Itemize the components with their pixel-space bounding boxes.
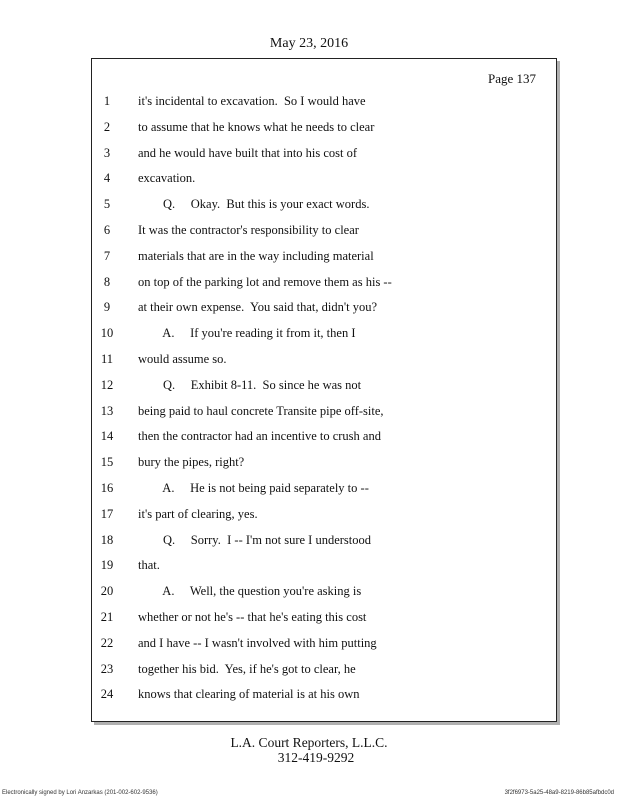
line-number: 23 [100,661,114,676]
transcript-line [92,300,556,320]
line-text: it's incidental to excavation. So I would have [138,94,366,108]
line-number: 2 [103,119,111,134]
line-text: A. If you're reading it from it, then I [138,326,356,341]
line-number: 19 [100,558,114,573]
transcript-line [92,120,556,140]
line-text: whether or not he's -- that he's eating this cost [138,610,367,624]
line-text: A. He is not being paid separately to -- [138,481,369,495]
transcript-line [92,687,556,707]
line-number: 22 [100,635,114,650]
transcript-line [92,352,556,372]
transcript-line [92,662,556,682]
transcript-line [92,146,556,166]
line-text: A. Well, the question you're asking is [138,584,362,599]
reporter-phone: 312-419-9292 [277,750,355,765]
line-number: 16 [100,481,114,495]
line-text: together his bid. Yes, if he's got to clear, he [138,661,356,676]
line-number: 18 [100,532,114,547]
line-text: then the contractor had an incentive to crush and [138,429,381,444]
transcript-line [92,636,556,656]
line-number: 8 [103,274,111,289]
transcript-line [92,584,556,604]
line-number: 12 [100,377,114,392]
transcript-line [92,249,556,269]
line-number: 24 [100,687,114,702]
line-number: 14 [100,429,114,444]
transcript-line [92,507,556,527]
line-number: 17 [100,506,114,521]
line-text: materials that are in the way including material [138,248,374,263]
transcript-date: May 23, 2016 [269,36,349,51]
transcript-line [92,223,556,243]
line-text: on top of the parking lot and remove them as his -- [138,274,392,289]
line-text: would assume so. [138,352,227,366]
page-number: Page 137 [487,71,536,86]
line-number: 15 [100,455,114,470]
reporter-company: L.A. Court Reporters, L.L.C. [230,735,388,750]
document-hash: 3f2f6973-5a25-48a9-8219-86b85afbdc0d [504,790,614,796]
transcript-line [92,404,556,424]
line-number: 20 [100,584,114,599]
transcript-line [92,481,556,501]
line-text: Q. Exhibit 8-11. So since he was not [138,377,362,392]
transcript-line [92,533,556,553]
line-text: and he would have built that into his cost of [138,145,358,160]
line-text: excavation. [138,171,196,186]
transcript-line [92,455,556,475]
line-text: knows that clearing of material is at his own [138,687,360,702]
line-text: being paid to haul concrete Transite pipe off-site, [138,403,384,418]
line-text: and I have -- I wasn't involved with him putting [138,635,377,650]
transcript-line [92,171,556,191]
line-number: 1 [103,94,111,108]
transcript-line [92,197,556,217]
line-number: 10 [100,326,114,341]
line-text: Q. Okay. But this is your exact words. [138,197,370,212]
line-number: 21 [100,610,114,624]
line-number: 7 [103,248,111,263]
transcript-line [92,326,556,346]
transcript-page [91,58,557,722]
electronic-signature: Electronically signed by Lori Anzarkas (201-002-602-9536) [2,790,158,796]
line-number: 6 [103,223,111,237]
line-text: It was the contractor's responsibility to clear [138,223,359,237]
transcript-line [92,610,556,630]
transcript-line [92,378,556,398]
line-text: at their own expense. You said that, didn't you? [138,300,378,315]
line-text: that. [138,558,160,573]
line-number: 4 [103,171,111,186]
transcript-line [92,275,556,295]
line-text: to assume that he knows what he needs to clear [138,119,375,134]
line-text: bury the pipes, right? [138,455,245,470]
transcript-line [92,558,556,578]
transcript-line [92,429,556,449]
transcript-line [92,94,556,114]
line-number: 5 [103,197,111,212]
line-text: it's part of clearing, yes. [138,506,258,521]
line-number: 3 [103,145,111,160]
line-number: 11 [100,352,114,366]
line-text: Q. Sorry. I -- I'm not sure I understood [138,532,372,547]
line-number: 13 [100,403,114,418]
line-number: 9 [103,300,111,315]
